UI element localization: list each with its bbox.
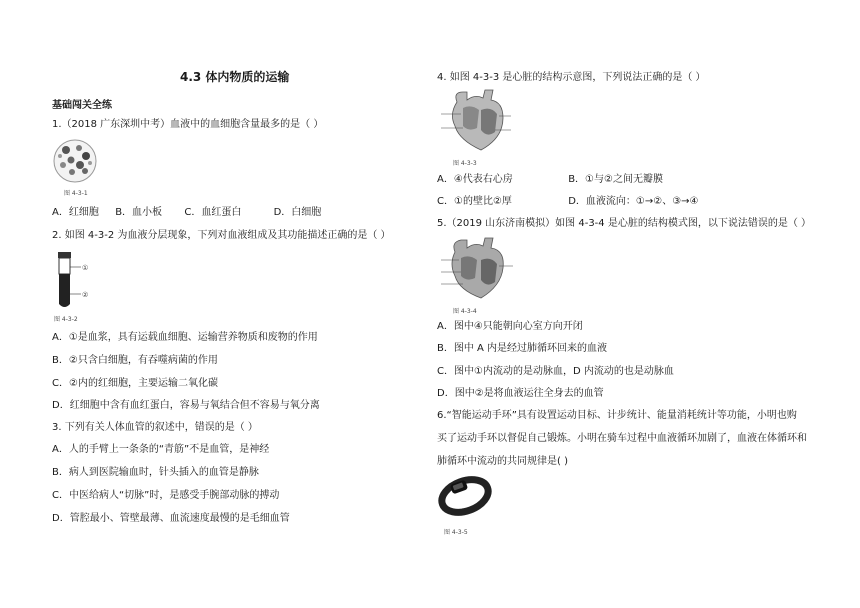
blood-cells-figure bbox=[52, 138, 98, 184]
q5-option-d: D．图中②是将血液运往全身去的血管 bbox=[437, 388, 604, 399]
fig-4-3-2-label-2: ② bbox=[82, 291, 89, 299]
q2-option-d: D．红细胞中含有血红蛋白，容易与氧结合但不容易与氧分离 bbox=[52, 400, 320, 411]
page-title: 4.3 体内物质的运输 bbox=[180, 70, 290, 84]
q5-option-b: B．图中 A 内是经过肺循环回来的血液 bbox=[437, 343, 608, 354]
heart-model-figure bbox=[437, 236, 521, 302]
fig-4-3-5-caption: 图 4-3-5 bbox=[444, 529, 468, 536]
q4-options-row-1 bbox=[437, 174, 663, 186]
q3-option-a: A．人的手臂上一条条的“青筋”不是血管，是神经 bbox=[52, 444, 270, 455]
q4-option-b: B．①与②之间无瓣膜 bbox=[568, 174, 663, 185]
q1-option-b: B．血小板 bbox=[115, 207, 163, 218]
fig-4-3-2-caption: 图 4-3-2 bbox=[54, 316, 78, 323]
q2-stem: 2. 如图 4-3-2 为血液分层现象，下列对血液组成及其功能描述正确的是（ ） bbox=[52, 230, 391, 241]
fig-4-3-2-label-1: ① bbox=[82, 264, 89, 272]
q1-option-c: C．血红蛋白 bbox=[184, 207, 242, 218]
q1-option-a: A．红细胞 bbox=[52, 207, 99, 218]
fig-4-3-3-caption: 图 4-3-3 bbox=[453, 160, 477, 167]
q6-line-3: 肺循环中流动的共同规律是( ) bbox=[437, 456, 568, 467]
q5-option-a: A．图中④只能朝向心室方向开闭 bbox=[437, 321, 583, 332]
q4-option-d: D．血液流向：①→②、③→④ bbox=[568, 196, 699, 207]
q4-stem: 4. 如图 4-3-3 是心脏的结构示意图，下列说法正确的是（ ） bbox=[437, 72, 706, 83]
section-heading: 基础闯关全练 bbox=[52, 100, 112, 111]
q3-option-b: B．病人到医院输血时，针头插入的血管是静脉 bbox=[52, 467, 259, 478]
q4-option-c: C．①的壁比②厚 bbox=[437, 196, 512, 207]
q3-option-d: D．管腔最小、管壁最薄、血流速度最慢的是毛细血管 bbox=[52, 513, 290, 524]
q4-option-a: A．④代表右心房 bbox=[437, 174, 513, 185]
q3-stem: 3. 下列有关人体血管的叙述中，错误的是（ ） bbox=[52, 422, 258, 433]
q2-option-b: B．②只含白细胞，有吞噬病菌的作用 bbox=[52, 355, 218, 366]
q2-option-c: C．②内的红细胞，主要运输二氧化碳 bbox=[52, 378, 218, 389]
q6-line-1: 6.“智能运动手环”具有设置运动目标、计步统计、能量消耗统计等功能，小明也购 bbox=[437, 410, 797, 421]
fig-4-3-4-caption: 图 4-3-4 bbox=[453, 308, 477, 315]
fig-4-3-1-caption: 图 4-3-1 bbox=[64, 190, 88, 197]
q3-option-c: C．中医给病人“切脉”时，是感受手腕部动脉的搏动 bbox=[52, 490, 280, 501]
heart-structure-figure bbox=[437, 88, 521, 154]
q1-options bbox=[52, 207, 321, 219]
blood-test-tube-figure bbox=[54, 250, 94, 312]
q6-line-2: 买了运动手环以督促自己锻炼。小明在骑车过程中血液循环加剧了，血液在体循环和 bbox=[437, 433, 807, 444]
q2-option-a: A．①是血浆，具有运载血细胞、运输营养物质和废物的作用 bbox=[52, 332, 318, 343]
q5-stem: 5.（2019 山东济南模拟）如图 4-3-4 是心脏的结构模式图，以下说法错误的是（ ） bbox=[437, 218, 812, 229]
q1-option-d: D．白细胞 bbox=[273, 207, 322, 218]
fitness-band-figure bbox=[437, 474, 493, 518]
q1-stem: 1.（2018 广东深圳中考）血液中的血细胞含量最多的是（ ） bbox=[52, 119, 324, 130]
q5-option-c: C．图中①内流动的是动脉血，D 内流动的也是动脉血 bbox=[437, 366, 674, 377]
q4-options-row-2 bbox=[437, 196, 699, 208]
